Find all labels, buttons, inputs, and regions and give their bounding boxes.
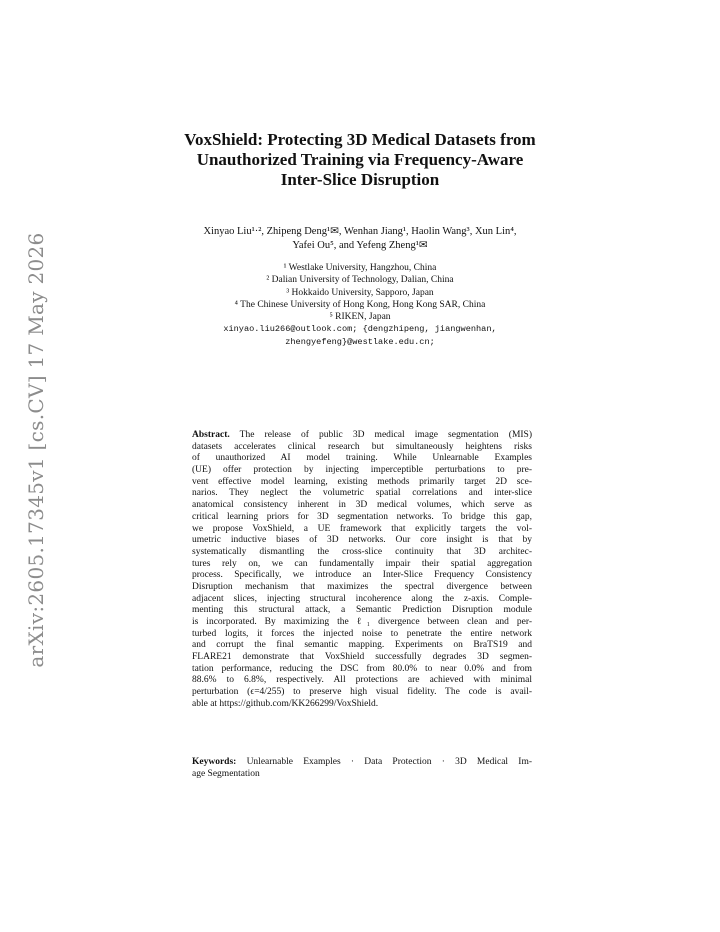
abstract-line: tation performance, reducing the DSC from 80.0% to near 0.0% and from — [192, 663, 532, 674]
affiliation-4: ⁴ The Chinese University of Hong Kong, Hong Kong SAR, China — [234, 299, 486, 310]
abstract-line: anatomical consistency inherent in 3D medical volumes, which serve as — [192, 500, 532, 511]
title-line-3: Inter-Slice Disruption — [280, 170, 440, 189]
arxiv-identifier[interactable]: arXiv:2605.17345v1 [cs.CV] 17 May 2026 — [24, 232, 48, 668]
abstract-line: perturbation (ϵ=4/255) to preserve high visual fidelity. The code is avail- — [192, 687, 532, 698]
email-line-1[interactable]: xinyao.liu266@outlook.com; {dengzhipeng, jiangwenhan, — [223, 324, 497, 335]
abstract-text: The release of public 3D medical image segmentation (MIS) — [239, 430, 532, 440]
abstract — [192, 430, 532, 711]
abstract-code-link[interactable]: able at https://github.com/KK266299/VoxShield. — [192, 698, 379, 709]
affiliation-2: ² Dalian University of Technology, Dalian, China — [266, 275, 454, 286]
title-line-1: VoxShield: Protecting 3D Medical Datasets from — [184, 130, 536, 149]
abstract-line: (UE) offer protection by injecting imperceptible perturbations to pre- — [192, 465, 532, 476]
abstract-line: Disruption mechanism that maximizes the spectral divergence between — [192, 581, 532, 592]
keywords — [192, 757, 532, 780]
abstract-line: datasets accelerates clinical research but simultaneously heightens risks — [192, 441, 532, 452]
keywords-line-2: age Segmentation — [192, 768, 260, 779]
abstract-line: FLARE21 demonstrate that VoxShield successfully degrades 3D segmen- — [192, 652, 532, 663]
abstract-line: umetric inductive biases of 3D networks. Our core insight is that by — [192, 535, 532, 546]
affiliation-5: ⁵ RIKEN, Japan — [329, 312, 391, 323]
abstract-line: adjacent slices, injecting structural incoherence along the z-axis. Comple- — [192, 593, 532, 604]
abstract-line: critical learning priors for 3D segmentation networks. To bridge this gap, — [192, 511, 532, 522]
abstract-line: turbed logits, it forces the injected noise to penetrate the entire network — [192, 628, 532, 639]
abstract-line: systematically dismantling the cross-slice continuity that 3D architec- — [192, 546, 532, 557]
author-list — [150, 225, 570, 253]
authors-line-2: Yafei Ou⁵, and Yefeng Zheng¹✉ — [292, 240, 428, 251]
abstract-line: and corrupt the final semantic mapping. Experiments on BraTS19 and — [192, 640, 532, 651]
keywords-text: Unlearnable Examples · Data Protection · 3D Medical Im- — [246, 757, 532, 767]
abstract-line: vent effective model learning, existing methods primarily target 2D sce- — [192, 476, 532, 487]
paper-title — [140, 130, 580, 190]
keywords-label: Keywords: — [192, 757, 237, 767]
abstract-line: narios. They neglect the volumetric spatial correlations and inter-slice — [192, 488, 532, 499]
abstract-line: we propose VoxShield, a UE framework that explicitly targets the vol- — [192, 523, 532, 534]
authors-line-1: Xinyao Liu¹·², Zhipeng Deng¹✉, Wenhan Jiang¹, Haolin Wang³, Xun Lin⁴, — [203, 226, 517, 237]
abstract-line: is incorporated. By maximizing the ℓ₁ divergence between clean and per- — [192, 617, 532, 627]
email-line-2[interactable]: zhengyefeng}@westlake.edu.cn; — [285, 336, 435, 347]
abstract-line: 88.6% to 6.8%, respectively. All protections are achieved with minimal — [192, 675, 532, 686]
title-line-2: Unauthorized Training via Frequency-Aware — [196, 150, 524, 169]
affiliation-1: ¹ Westlake University, Hangzhou, China — [283, 263, 437, 273]
abstract-label: Abstract. — [192, 430, 230, 440]
abstract-line: of unauthorized AI model training. While Unlearnable Examples — [192, 453, 532, 464]
abstract-line: tures rely on, we can fundamentally impair their spatial aggregation — [192, 558, 532, 569]
affiliation-3: ³ Hokkaido University, Sapporo, Japan — [286, 287, 434, 298]
abstract-line: process. Specifically, we introduce an Inter-Slice Frequency Consistency — [192, 570, 532, 581]
abstract-line: menting this structural attack, a Semantic Prediction Disruption module — [192, 605, 532, 616]
abstract-line-0 — [192, 430, 532, 442]
affiliations — [150, 262, 570, 348]
keywords-line-1 — [192, 757, 532, 769]
